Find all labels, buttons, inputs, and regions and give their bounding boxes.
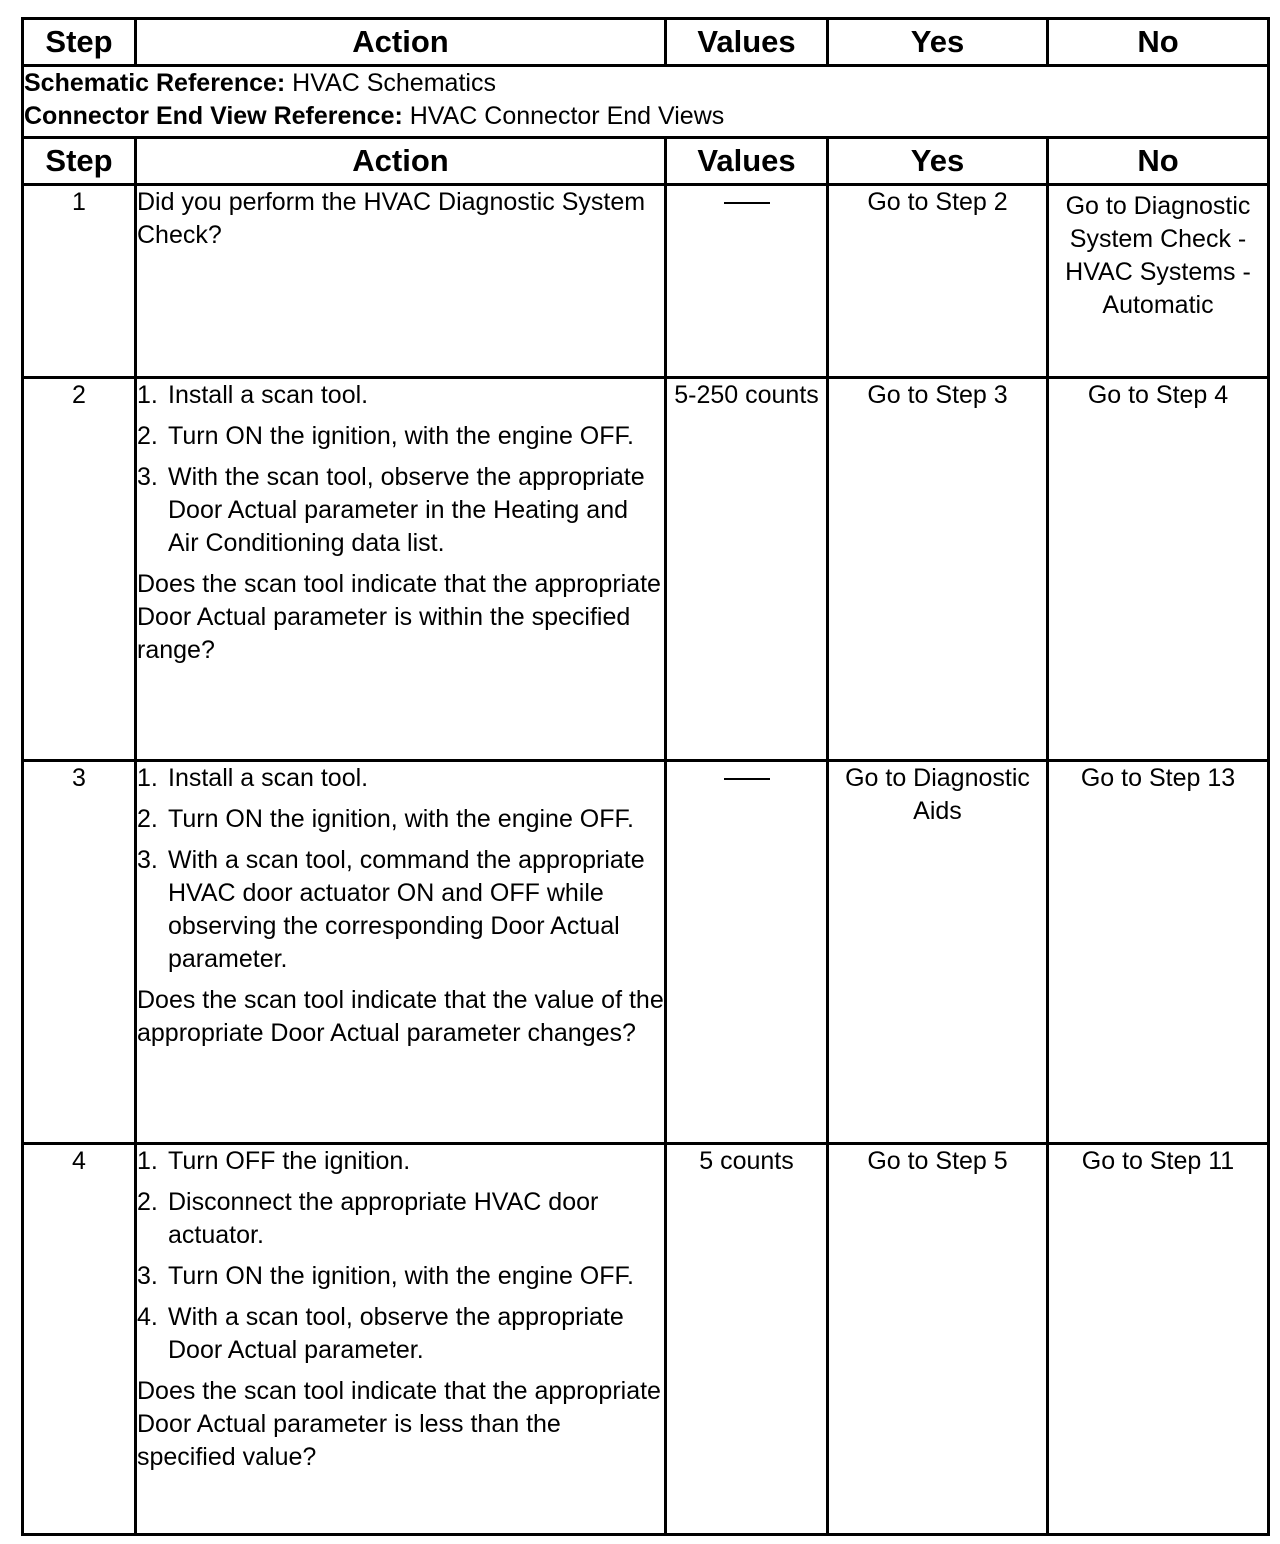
connector-reference-label: Connector End View Reference: — [24, 102, 403, 130]
header-action: Action — [136, 138, 666, 185]
action-item: 1. Turn OFF the ignition. — [137, 1147, 411, 1175]
values-cell — [666, 761, 828, 1144]
header-no: No — [1048, 138, 1269, 185]
reference-row — [23, 66, 1269, 138]
action-item: 3. With the scan tool, observe the appropriate Door Actual parameter in the Heating and Air Conditioning data list. — [137, 463, 645, 557]
step-number: 3 — [23, 761, 136, 1144]
step-question: Does the scan tool indicate that the appropriate Door Actual parameter is less than the specified value? — [137, 1377, 661, 1471]
action-item: 2. Disconnect the appropriate HVAC door actuator. — [137, 1188, 599, 1249]
action-list — [137, 1145, 664, 1367]
action-item: 2. Turn ON the ignition, with the engine OFF. — [137, 422, 634, 450]
header-yes: Yes — [828, 138, 1048, 185]
yes-cell: Go to Step 3 — [828, 378, 1048, 761]
action-list — [137, 762, 664, 976]
table-row — [23, 378, 1269, 761]
action-item: 2. Turn ON the ignition, with the engine OFF. — [137, 805, 634, 833]
step-number: 2 — [23, 378, 136, 761]
no-cell: Go to Step 4 — [1048, 378, 1269, 761]
action-list — [137, 379, 664, 560]
action-cell — [136, 378, 666, 761]
schematic-reference-value: HVAC Schematics — [285, 69, 496, 97]
header-no: No — [1048, 19, 1269, 66]
table-row — [23, 185, 1269, 378]
yes-cell: Go to Diagnostic Aids — [828, 761, 1048, 1144]
connector-reference-value: HVAC Connector End Views — [402, 102, 725, 130]
step-number: 1 — [23, 185, 136, 378]
empty-value-dash — [724, 778, 770, 780]
action-cell — [136, 761, 666, 1144]
header-step: Step — [23, 138, 136, 185]
action-cell — [136, 185, 666, 378]
header-values: Values — [666, 138, 828, 185]
table-header-row — [23, 19, 1269, 66]
action-item: 1. Install a scan tool. — [137, 381, 369, 409]
table-header-row — [23, 138, 1269, 185]
no-cell: Go to Step 11 — [1048, 1144, 1269, 1535]
step-question: Does the scan tool indicate that the appropriate Door Actual parameter is within the specified range? — [137, 570, 661, 664]
empty-value-dash — [724, 202, 770, 204]
no-cell: Go to Step 13 — [1048, 761, 1269, 1144]
yes-cell: Go to Step 5 — [828, 1144, 1048, 1535]
diagnostic-table — [21, 17, 1270, 1536]
step-number: 4 — [23, 1144, 136, 1535]
values-cell — [666, 185, 828, 378]
no-cell: Go to Diagnostic System Check - HVAC Systems - Automatic — [1048, 185, 1269, 378]
schematic-reference — [24, 67, 1267, 100]
step-question: Did you perform the HVAC Diagnostic System Check? — [137, 188, 646, 249]
action-item: 4. With a scan tool, observe the appropriate Door Actual parameter. — [137, 1303, 624, 1364]
values-cell: 5-250 counts — [666, 378, 828, 761]
action-item: 3. With a scan tool, command the appropriate HVAC door actuator ON and OFF while observing the corresponding Door Actual parameter. — [137, 846, 645, 973]
schematic-reference-label: Schematic Reference: — [24, 69, 286, 97]
header-yes: Yes — [828, 19, 1048, 66]
header-action: Action — [136, 19, 666, 66]
header-values: Values — [666, 19, 828, 66]
table-row — [23, 1144, 1269, 1535]
reference-cell — [23, 66, 1269, 138]
table-row — [23, 761, 1269, 1144]
values-cell: 5 counts — [666, 1144, 828, 1535]
header-step: Step — [23, 19, 136, 66]
action-cell — [136, 1144, 666, 1535]
yes-cell: Go to Step 2 — [828, 185, 1048, 378]
connector-reference — [24, 100, 1267, 133]
step-question: Does the scan tool indicate that the value of the appropriate Door Actual parameter changes? — [137, 986, 664, 1047]
action-item: 1. Install a scan tool. — [137, 764, 369, 792]
action-item: 3. Turn ON the ignition, with the engine OFF. — [137, 1262, 634, 1290]
